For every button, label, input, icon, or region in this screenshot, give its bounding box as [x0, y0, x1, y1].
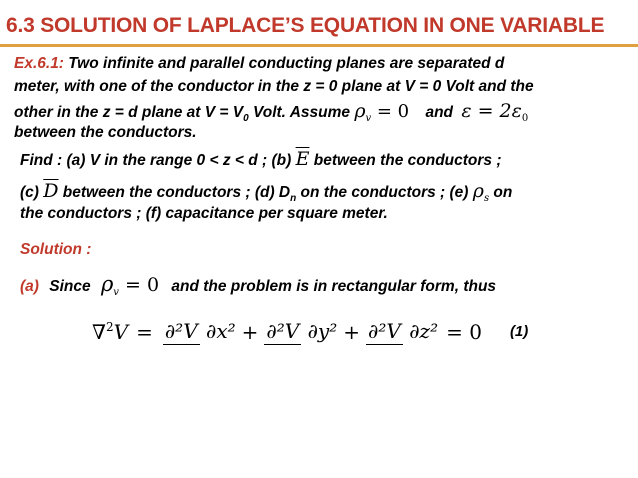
epsilon-subscript: 0 — [521, 113, 529, 125]
example-line-1 — [14, 55, 504, 73]
example-text-3a: other in the z = d plane at V = V — [14, 104, 244, 121]
example-line-2: meter, with one of the conductor in the z = 0 plane at V = 0 Volt and the — [14, 78, 534, 95]
page-title: 6.3 SOLUTION OF LAPLACE’S EQUATION IN ONE VARIABLE — [6, 14, 605, 37]
epsilon-expression: ε = 2ε — [461, 100, 522, 122]
find-line-2 — [20, 180, 512, 204]
find-text-c: between the conductors ; (d) D — [58, 184, 291, 201]
solution-rho-symbol: ρ — [100, 272, 114, 296]
find-text-b: between the conductors ; — [309, 152, 502, 169]
equation-number: (1) — [509, 323, 529, 340]
example-text-3b: Volt. Assume — [248, 104, 355, 121]
v0-subscript: 0 — [243, 113, 249, 125]
solution-rho-subscript: v — [113, 287, 119, 299]
nabla-symbol: ∇ — [92, 319, 106, 344]
solution-equals-zero: = 0 — [118, 274, 160, 296]
find-text-e: on — [489, 184, 513, 201]
example-text-1: Two infinite and parallel conducting planes are separated d — [63, 55, 505, 72]
rho-equals-zero: = 0 — [371, 101, 410, 122]
and-word: and — [425, 104, 454, 121]
fraction-x — [163, 318, 236, 345]
fraction-y — [264, 318, 337, 345]
find-text-c-pre: (c) — [20, 184, 44, 201]
part-a-label: (a) — [20, 278, 39, 295]
since-word: Since — [49, 278, 91, 295]
find-line-3: the conductors ; (f) capacitance per square meter. — [20, 205, 388, 222]
fraction-y-denominator: ∂y² — [307, 319, 338, 343]
fraction-z-numerator: ∂²V — [368, 319, 401, 343]
fraction-z-denominator: ∂z² — [409, 319, 439, 343]
find-text-d: on the conductors ; (e) — [296, 184, 473, 201]
fraction-z — [366, 318, 438, 345]
nabla-exponent: 2 — [105, 319, 114, 334]
equals-sign: = — [136, 319, 153, 344]
rho-symbol: ρ — [354, 100, 366, 122]
example-line-4: between the conductors. — [14, 124, 197, 141]
plus-sign-1: + — [241, 319, 259, 344]
dn-subscript: n — [290, 193, 297, 205]
rho-s-symbol: ρ — [472, 180, 484, 202]
example-line-3 — [14, 100, 528, 124]
find-text-a: Find : (a) V in the range 0 < z < d ; (b) — [20, 152, 296, 169]
solution-label: Solution : — [20, 241, 92, 258]
fraction-x-numerator: ∂²V — [164, 319, 198, 343]
example-label: Ex.6.1: — [14, 55, 64, 72]
find-line-1 — [20, 148, 502, 170]
plus-sign-2: + — [343, 319, 361, 344]
fraction-x-denominator: ∂x² — [206, 319, 236, 343]
solution-line — [20, 272, 496, 298]
title-underline — [0, 44, 638, 47]
d-field-symbol: $\overline{D}$ — [43, 180, 59, 202]
e-field-symbol: $\overline{E}$ — [295, 148, 310, 170]
equals-zero: = 0 — [446, 319, 482, 344]
lhs-variable: V — [113, 319, 129, 344]
rho-s-subscript: s — [483, 193, 490, 205]
fraction-y-numerator: ∂²V — [266, 319, 300, 343]
solution-rest-text: and the problem is in rectangular form, thus — [171, 278, 497, 295]
rho-v-subscript: v — [365, 113, 372, 125]
laplace-equation — [92, 318, 528, 345]
